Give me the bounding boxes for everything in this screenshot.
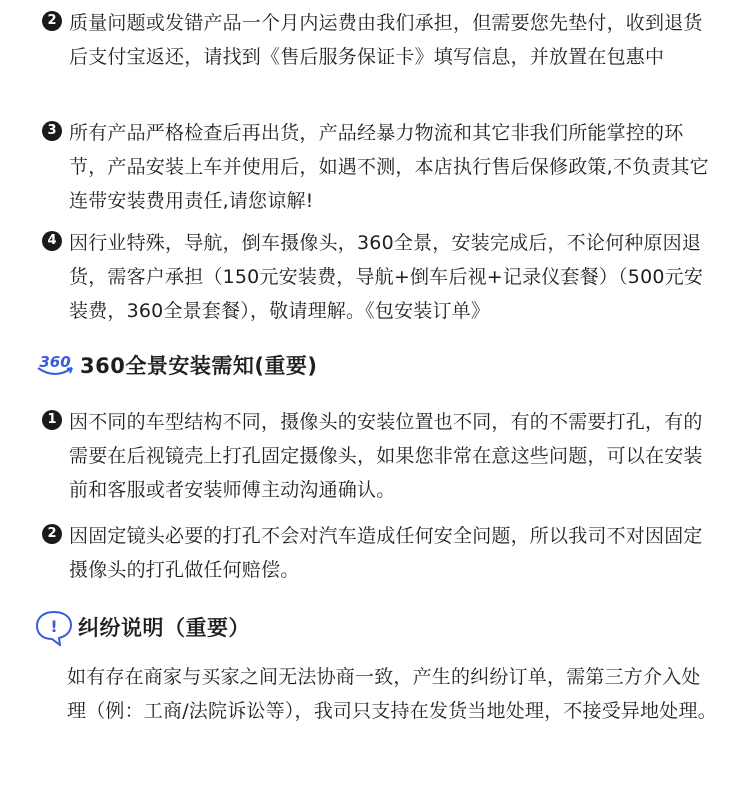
svg-text:360: 360 [39,353,71,371]
install-note-2 [42,519,712,587]
policy-item-text: 所有产品严格检查后再出货，产品经暴力物流和其它非我们所能掌控的环节，产品安装上车并使用后，如遇不测，本店执行售后保修政策,不负责其它连带安装费用责任,请您谅解! [69,122,709,212]
install-note-1 [42,405,712,507]
number-badge: 2 [42,11,62,31]
panorama-360-icon [34,350,76,380]
exclamation-bubble-icon [34,608,74,646]
section-heading-360 [34,350,318,380]
install-note-text: 因不同的车型结构不同，摄像头的安装位置也不同，有的不需要打孔，有的需要在后视镜壳上打孔固定摄像头，如果您非常在意这些问题，可以在安装前和客服或者安装师傅主动沟通确认。 [69,411,703,501]
section-title: 360全景安装需知(重要) [80,354,318,378]
policy-item-2 [42,6,712,74]
number-badge: 3 [42,121,62,141]
policy-item-text: 因行业特殊，导航，倒车摄像头，360全景，安装完成后，不论何种原因退货，需客户承担（150元安装费，导航+倒车后视+记录仪套餐）（500元安装费，360全景套餐），敬请理解。《包安装订单》 [69,232,704,322]
dispute-text: 如有存在商家与买家之间无法协商一致，产生的纠纷订单，需第三方介入处理（例：工商/法院诉讼等），我司只支持在发货当地处理，不接受异地处理。 [67,666,717,722]
policy-item-4 [42,226,712,328]
install-note-text: 因固定镜头必要的打孔不会对汽车造成任何安全问题，所以我司不对因固定摄像头的打孔做任何赔偿。 [69,525,703,581]
number-badge: 1 [42,410,62,430]
policy-item-text: 质量问题或发错产品一个月内运费由我们承担，但需要您先垫付，收到退货后支付宝返还，请找到《售后服务保证卡》填写信息，并放置在包惠中 [69,12,703,68]
svg-text:!: ! [50,617,58,636]
section-title: 纠纷说明（重要） [78,616,250,640]
policy-item-3 [42,116,712,218]
section-heading-dispute [34,608,250,646]
number-badge: 2 [42,524,62,544]
number-badge: 4 [42,231,62,251]
